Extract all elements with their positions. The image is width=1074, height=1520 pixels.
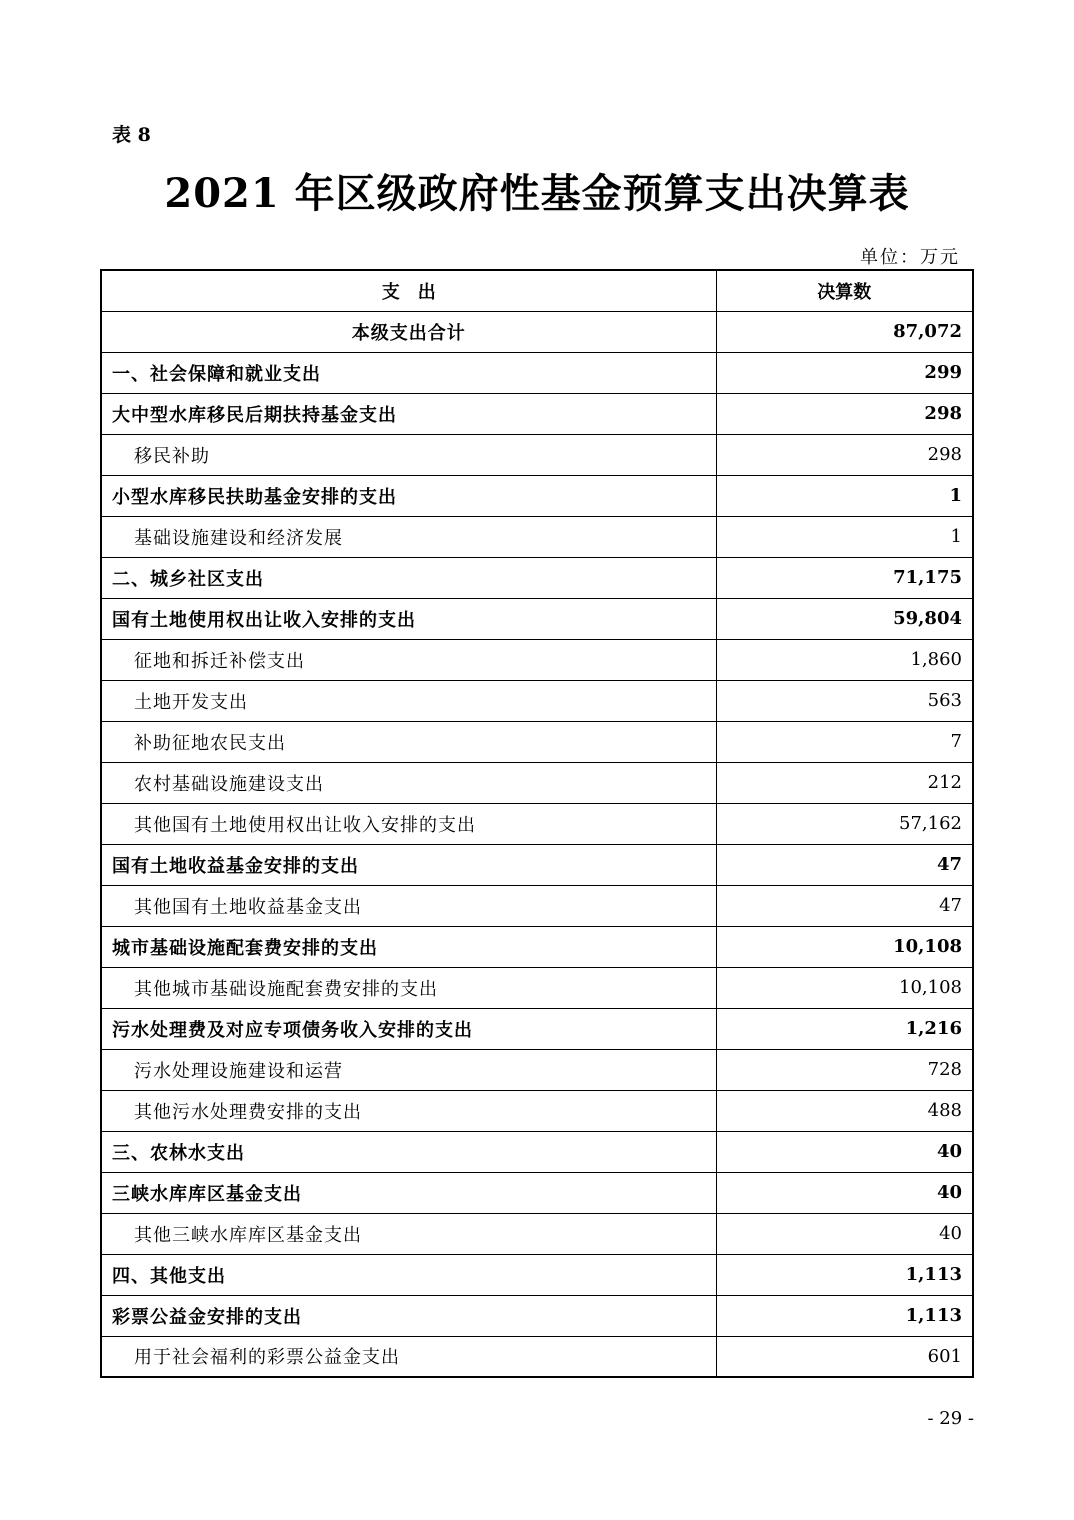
row-name: 国有土地使用权出让收入安排的支出: [101, 598, 716, 639]
row-name: 二、城乡社区支出: [101, 557, 716, 598]
table-body: [101, 311, 973, 1377]
row-name: 国有土地收益基金安排的支出: [101, 844, 716, 885]
table-row: [101, 967, 973, 1008]
table-row: [101, 885, 973, 926]
table-row: [101, 844, 973, 885]
row-name: 用于社会福利的彩票公益金支出: [101, 1336, 716, 1377]
table-row: [101, 1336, 973, 1377]
row-name: 其他国有土地收益基金支出: [101, 885, 716, 926]
table-row: [101, 1295, 973, 1336]
row-value: 1: [716, 516, 973, 557]
table-row: [101, 475, 973, 516]
row-value: 59,804: [716, 598, 973, 639]
row-name: 本级支出合计: [101, 311, 716, 352]
table-row: [101, 926, 973, 967]
table-row: [101, 434, 973, 475]
row-name: 其他污水处理费安排的支出: [101, 1090, 716, 1131]
table-row: [101, 803, 973, 844]
row-value: 299: [716, 352, 973, 393]
table-row: [101, 598, 973, 639]
row-value: 40: [716, 1172, 973, 1213]
page-title: 2021 年区级政府性基金预算支出决算表: [164, 170, 910, 217]
row-value: 71,175: [716, 557, 973, 598]
row-value: 47: [716, 885, 973, 926]
table-row: [101, 721, 973, 762]
row-name: 四、其他支出: [101, 1254, 716, 1295]
row-value: 298: [716, 393, 973, 434]
row-value: 1,216: [716, 1008, 973, 1049]
row-name: 补助征地农民支出: [101, 721, 716, 762]
table-row: [101, 1049, 973, 1090]
row-value: 10,108: [716, 926, 973, 967]
row-value: 212: [716, 762, 973, 803]
table-header-row: [101, 270, 973, 311]
table-row: [101, 639, 973, 680]
header-final-amount: 决算数: [716, 270, 973, 311]
row-value: 7: [716, 721, 973, 762]
table-row: [101, 311, 973, 352]
row-value: 601: [716, 1336, 973, 1377]
row-name: 土地开发支出: [101, 680, 716, 721]
row-name: 小型水库移民扶助基金安排的支出: [101, 475, 716, 516]
table-row: [101, 393, 973, 434]
row-name: 彩票公益金安排的支出: [101, 1295, 716, 1336]
table-row: [101, 1172, 973, 1213]
row-value: 1,860: [716, 639, 973, 680]
row-value: 728: [716, 1049, 973, 1090]
row-value: 1,113: [716, 1295, 973, 1336]
row-name: 移民补助: [101, 434, 716, 475]
table-row: [101, 1090, 973, 1131]
table-row: [101, 1008, 973, 1049]
row-value: 10,108: [716, 967, 973, 1008]
table-row: [101, 352, 973, 393]
row-value: 488: [716, 1090, 973, 1131]
budget-table: [100, 269, 974, 1378]
row-value: 1,113: [716, 1254, 973, 1295]
row-name: 基础设施建设和经济发展: [101, 516, 716, 557]
row-name: 其他城市基础设施配套费安排的支出: [101, 967, 716, 1008]
row-name: 城市基础设施配套费安排的支出: [101, 926, 716, 967]
table-row: [101, 557, 973, 598]
row-name: 农村基础设施建设支出: [101, 762, 716, 803]
row-name: 征地和拆迁补偿支出: [101, 639, 716, 680]
row-value: 40: [716, 1213, 973, 1254]
row-name: 其他国有土地使用权出让收入安排的支出: [101, 803, 716, 844]
unit-note: 单位：万元: [860, 247, 960, 268]
row-name: 污水处理费及对应专项债务收入安排的支出: [101, 1008, 716, 1049]
table-row: [101, 762, 973, 803]
row-name: 其他三峡水库库区基金支出: [101, 1213, 716, 1254]
row-value: 87,072: [716, 311, 973, 352]
row-value: 298: [716, 434, 973, 475]
row-name: 一、社会保障和就业支出: [101, 352, 716, 393]
table-row: [101, 516, 973, 557]
row-name: 三、农林水支出: [101, 1131, 716, 1172]
row-name: 污水处理设施建设和运营: [101, 1049, 716, 1090]
row-value: 47: [716, 844, 973, 885]
header-expenditure: 支 出: [101, 270, 716, 311]
row-value: 57,162: [716, 803, 973, 844]
table-row: [101, 1131, 973, 1172]
row-value: 1: [716, 475, 973, 516]
row-value: 40: [716, 1131, 973, 1172]
table-row: [101, 680, 973, 721]
row-name: 三峡水库库区基金支出: [101, 1172, 716, 1213]
row-name: 大中型水库移民后期扶持基金支出: [101, 393, 716, 434]
table-row: [101, 1213, 973, 1254]
table-label: 表 8: [112, 124, 151, 146]
table-row: [101, 1254, 973, 1295]
page-number: - 29 -: [927, 1408, 974, 1429]
row-value: 563: [716, 680, 973, 721]
